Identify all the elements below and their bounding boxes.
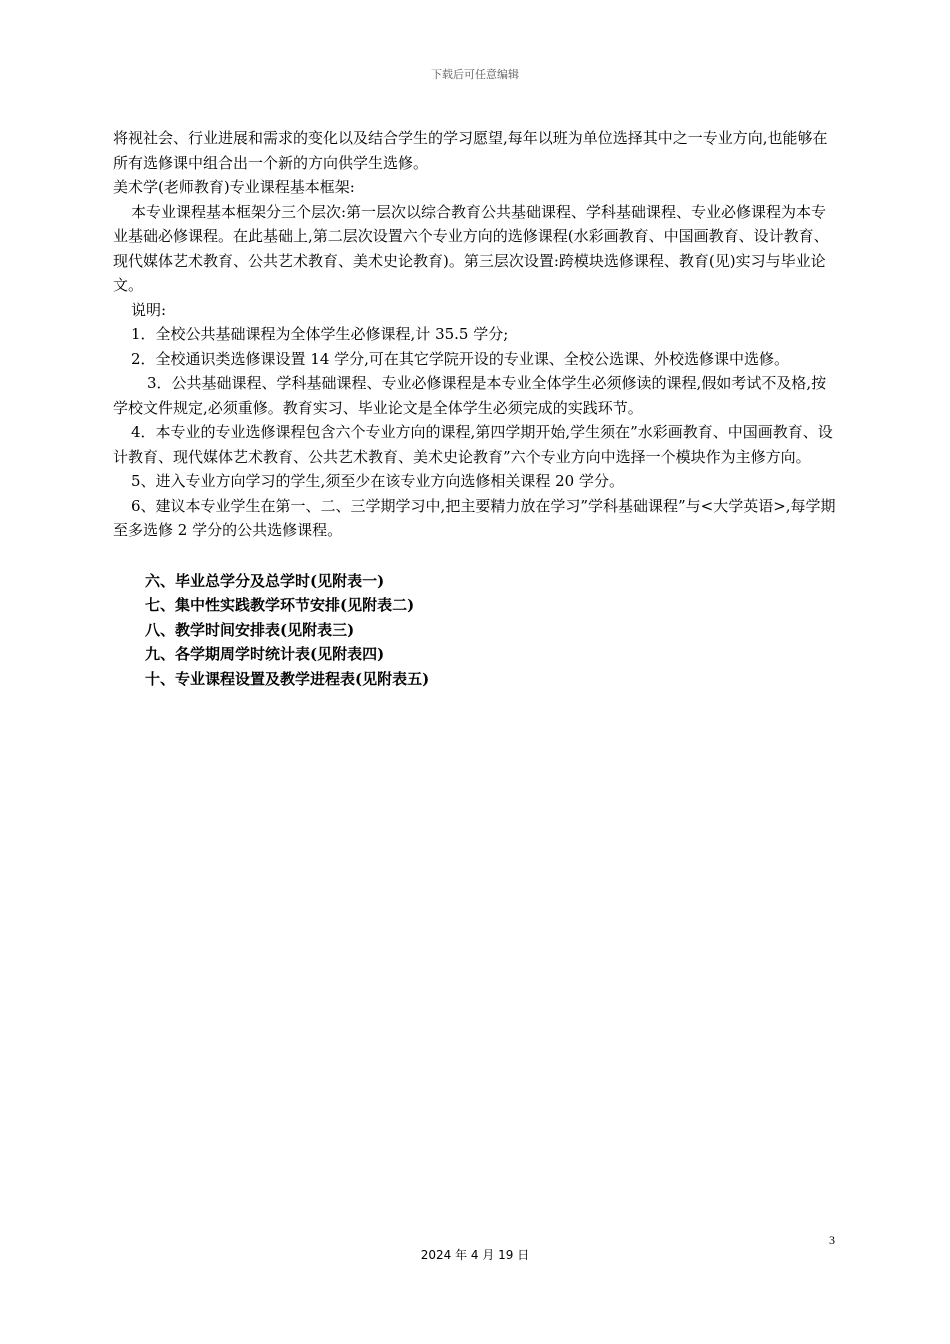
page-header: 下载后可任意编辑 bbox=[431, 68, 519, 81]
note-item-6: 6、建议本专业学生在第一、二、三学期学习中,把主要精力放在学习”学科基础课程”与<大学英语>,每学期至多选修 2 学分的公共选修课程。 bbox=[113, 496, 836, 539]
note-item-2: 2．全校通识类选修课设置 14 学分,可在其它学院开设的专业课、全校公选课、外校选修课中选修。 bbox=[131, 349, 789, 368]
note-item-5: 5、进入专业方向学习的学生,须至少在该专业方向选修相关课程 20 学分。 bbox=[131, 472, 624, 490]
document-body bbox=[113, 126, 840, 691]
section-heading-9: 九、各学期周学时统计表(见附表四) bbox=[145, 645, 385, 663]
paragraph-direction-selection: 将视社会、行业进展和需求的变化以及结合学生的学习愿望,每年以班为单位选择其中之一专业方向,也能够在所有选修课中组合出一个新的方向供学生选修。 bbox=[113, 129, 828, 172]
page-number: 3 bbox=[829, 1233, 835, 1247]
paragraph-notes-label: 说明: bbox=[131, 300, 167, 319]
section-heading-7: 七、集中性实践教学环节安排(见附表二) bbox=[145, 596, 415, 614]
paragraph-framework-heading: 美术学(老师教育)专业课程基本框架: bbox=[113, 178, 355, 196]
note-item-4: 4．本专业的专业选修课程包含六个专业方向的课程,第四学期开始,学生须在”水彩画教育、中国画教育、设计教育、现代媒体艺术教育、公共艺术教育、美术史论教育”六个专业方向中选择一个模块作为主修方向。 bbox=[113, 423, 833, 466]
section-heading-8: 八、教学时间安排表(见附表三) bbox=[145, 620, 355, 639]
section-heading-10: 十、专业课程设置及教学进程表(见附表五) bbox=[145, 669, 430, 688]
paragraph-framework-description: 本专业课程基本框架分三个层次:第一层次以综合教育公共基础课程、学科基础课程、专业必修课程为本专业基础必修课程。在此基础上,第二层次设置六个专业方向的选修课程(水彩画教育、中国画教育、设计教育、现代媒体艺术教育、公共艺术教育、美术史论教育)。第三层次设置:跨模块选修课程、教育(见)实习与毕业论文。 bbox=[113, 202, 829, 294]
section-headings bbox=[113, 569, 840, 692]
footer-date: 2024 年 4 月 19 日 bbox=[420, 1248, 530, 1262]
section-spacer bbox=[113, 543, 840, 569]
section-heading-6: 六、毕业总学分及总学时(见附表一) bbox=[145, 571, 385, 590]
note-item-1: 1．全校公共基础课程为全体学生必修课程,计 35.5 学分; bbox=[131, 325, 509, 343]
note-item-3: 3．公共基础课程、学科基础课程、专业必修课程是本专业全体学生必须修读的课程,假如考试不及格,按学校文件规定,必须重修。教育实习、毕业论文是全体学生必须完成的实践环节。 bbox=[113, 374, 827, 417]
